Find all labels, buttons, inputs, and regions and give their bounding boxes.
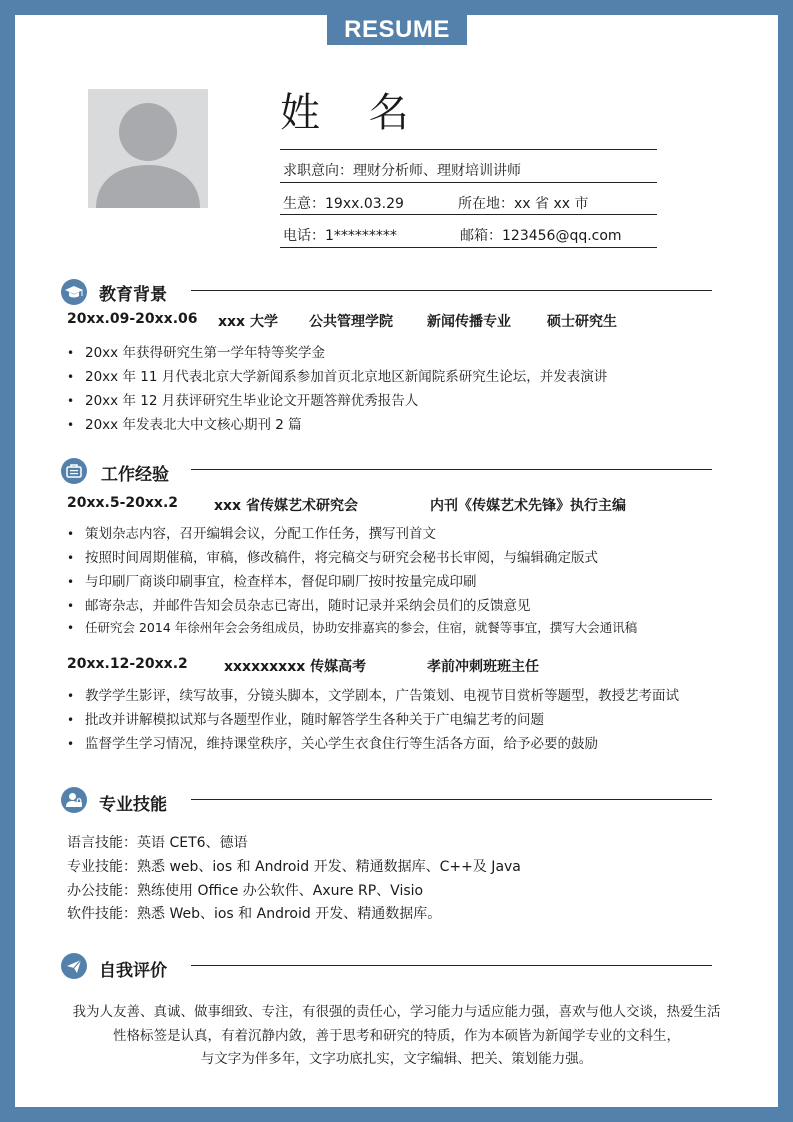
self-eval-line: 与文字为伴多年，文字功底扎实，文字编辑、把关、策划能力强。 — [200, 1051, 593, 1067]
avatar-placeholder-icon — [88, 89, 208, 208]
list-item: • 监督学生学习情况，维持课堂秩序，关心学生衣食住行等生活各方面，给予必要的鼓励 — [67, 736, 598, 752]
briefcase-icon — [61, 458, 87, 484]
birth-date: 生意：19xx.03.29 — [283, 196, 404, 212]
list-item: • 20xx 年发表北大中文核心期刊 2 篇 — [67, 417, 302, 433]
skill-item: 专业技能：熟悉 web、ios 和 Android 开发、精通数据库、C++及 Java — [67, 859, 521, 875]
profile-photo — [88, 89, 208, 208]
list-item: • 邮寄杂志，并邮件告知会员杂志已寄出，随时记录并采纳会员们的反馈意见 — [67, 598, 531, 614]
job-objective: 求职意向：理财分析师、理财培训讲师 — [283, 163, 521, 179]
work-title: 工作经验 — [101, 465, 169, 485]
job-org: xxx 省传媒艺术研究会 — [214, 498, 358, 514]
self-eval-line: 性格标签是认真，有着沉静内敛，善于思考和研究的特质，作为本硕皆为新闻学专业的文科生， — [113, 1028, 680, 1044]
section-rule — [191, 965, 712, 966]
graduation-cap-icon — [61, 279, 87, 305]
skill-item: 语言技能：英语 CET6、德语 — [67, 835, 248, 851]
candidate-name: 姓 名 — [280, 90, 427, 136]
skill-item: 办公技能：熟练使用 Office 办公软件、Axure RP、Visio — [67, 883, 424, 899]
section-rule — [191, 799, 712, 800]
job-org: xxxxxxxxx 传媒高考 — [224, 659, 367, 675]
education-title: 教育背景 — [99, 285, 167, 305]
self-eval-title: 自我评价 — [99, 961, 167, 981]
resume-tab-title: RESUME — [327, 15, 467, 45]
divider — [280, 182, 657, 183]
job-period: 20xx.5-20xx.2 — [67, 495, 179, 511]
location: 所在地：xx 省 xx 市 — [458, 196, 589, 212]
list-item: • 20xx 年获得研究生第一学年特等奖学金 — [67, 345, 325, 361]
divider — [280, 149, 657, 150]
job-period: 20xx.12-20xx.2 — [67, 656, 188, 672]
education-major: 新闻传播专业 — [427, 314, 511, 330]
divider — [280, 214, 657, 215]
list-item: • 策划杂志内容，召开编辑会议，分配工作任务，撰写刊首文 — [67, 526, 436, 542]
skill-item: 软件技能：熟悉 Web、ios 和 Android 开发、精通数据库。 — [67, 906, 442, 922]
user-lock-icon — [61, 787, 87, 813]
list-item: • 20xx 年 11 月代表北京大学新闻系参加首页北京地区新闻院系研究生论坛，并发表演讲 — [67, 369, 608, 385]
job-role: 孝前冲刺班班主任 — [427, 659, 539, 675]
list-item: • 批改并讲解模拟试郑与各题型作业，随时解答学生各种关于广电编艺考的问题 — [67, 712, 544, 728]
job-role: 内刊《传媒艺术先锋》执行主编 — [430, 498, 626, 514]
list-item: • 任研究会 2014 年徐州年会会务组成员，协助安排嘉宾的参会，住宿，就餐等事宜，撰写大会通讯稿 — [67, 620, 638, 635]
section-rule — [191, 290, 712, 291]
list-item: • 与印刷厂商谈印刷事宜，检查样本，督促印刷厂按时按量完成印刷 — [67, 574, 477, 590]
list-item: • 按照时间周期催稿，审稿，修改稿件，将完稿交与研究会秘书长审阅，与编辑确定版式 — [67, 550, 598, 566]
email: 邮箱：123456@qq.com — [460, 228, 622, 244]
divider — [280, 247, 657, 248]
education-period: 20xx.09-20xx.06 — [67, 311, 198, 327]
education-school: xxx 大学 — [218, 314, 278, 330]
self-eval-line: 我为人友善、真诚、做事细致、专注，有很强的责任心，学习能力与适应能力强，喜欢与他人交谈，热爱生活 — [72, 1004, 721, 1020]
section-rule — [191, 469, 712, 470]
phone: 电话：1********* — [283, 228, 397, 244]
education-college: 公共管理学院 — [309, 314, 393, 330]
list-item: • 教学学生影评，续写故事，分镜头脚本，文学剧本，广告策划、电视节目赏析等题型，教授艺考面试 — [67, 688, 679, 704]
education-degree: 硕士研究生 — [547, 314, 617, 330]
paper-plane-icon — [61, 953, 87, 979]
list-item: • 20xx 年 12 月获评研究生毕业论文开题答辩优秀报告人 — [67, 393, 419, 409]
skills-title: 专业技能 — [99, 795, 167, 815]
